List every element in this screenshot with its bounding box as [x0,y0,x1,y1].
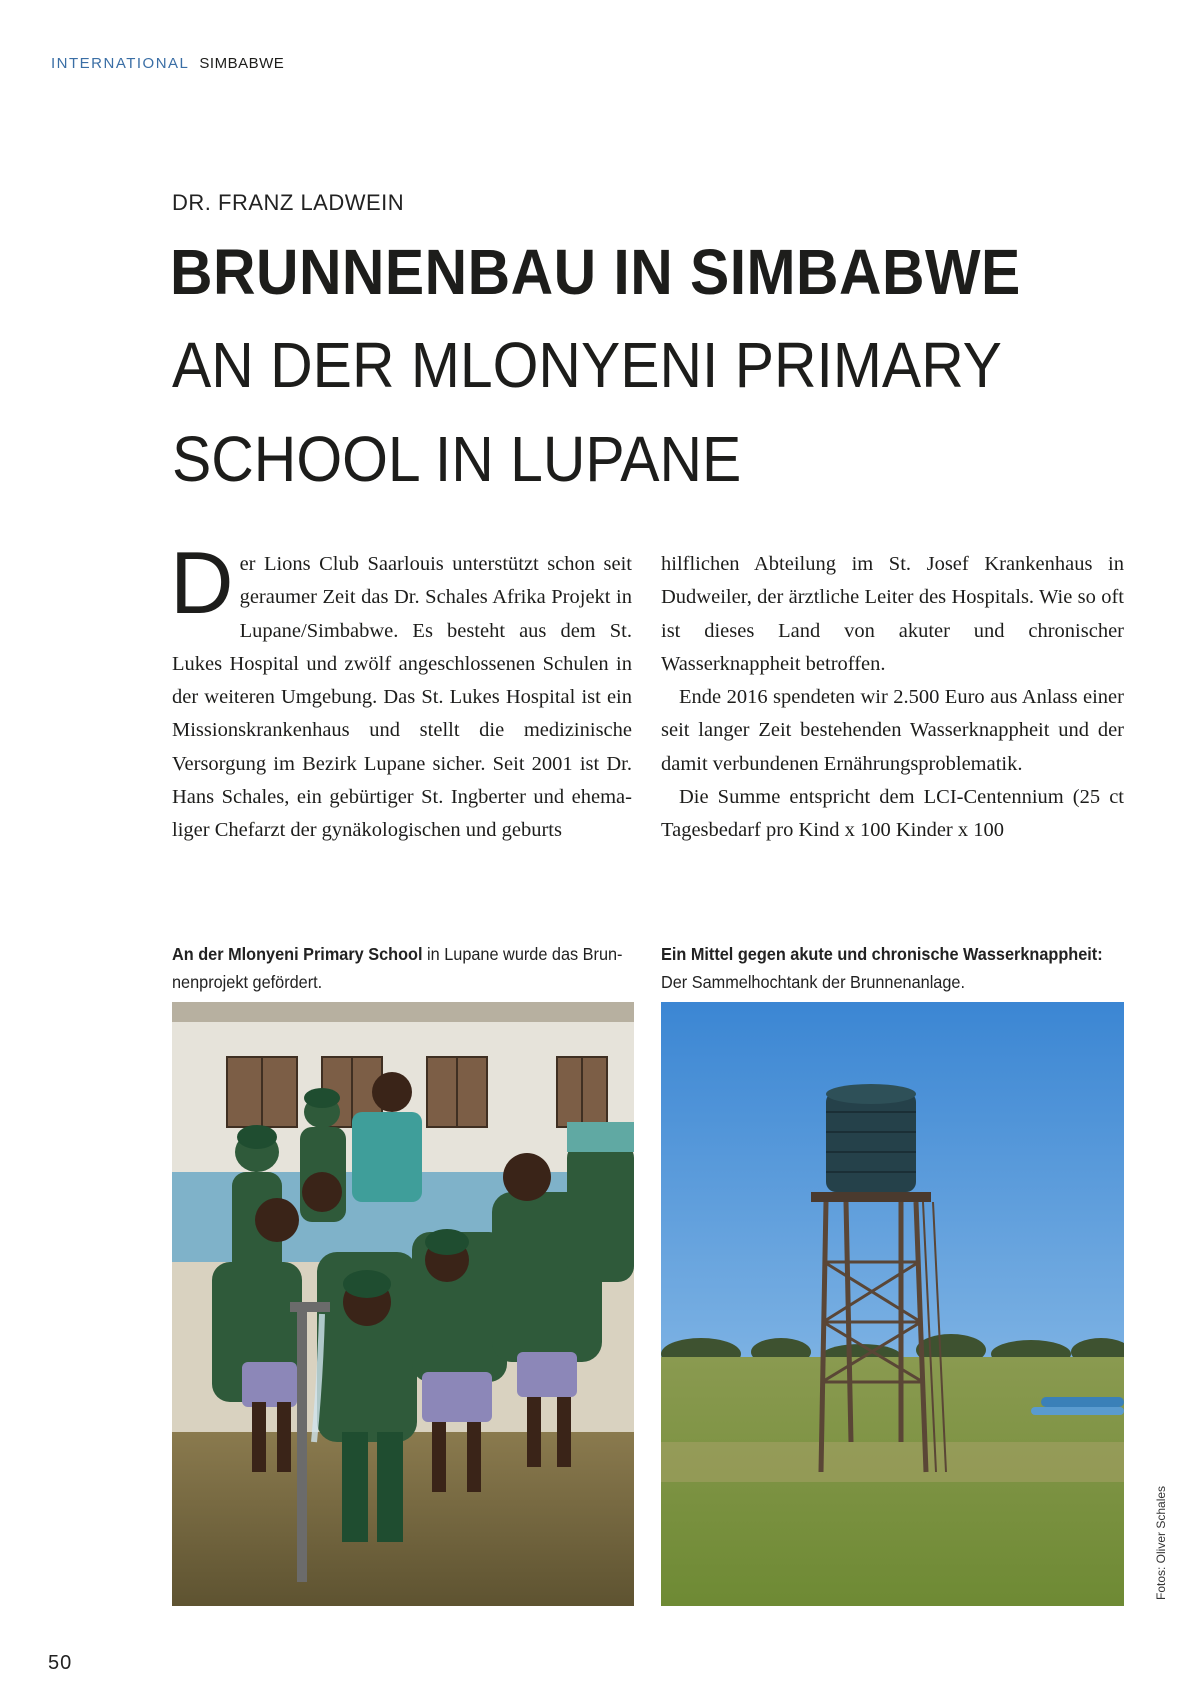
section-label: INTERNATIONAL [51,55,190,72]
caption-lead: An der Mlonyeni Primary School [172,944,423,964]
caption-text: Der Sammelhochtank der Brunnenanlage. [661,972,965,992]
body-paragraph [170,533,632,848]
body-paragraph: hilflichen Abteilung im St. Josef Krankenhaus in Dudweiler, der ärztliche Leiter des Hospitals. Wie so oft ist dieses Land von akuter und chronischer Wasserknappheit betroffen. [661,553,1124,675]
caption-text: in Lupane wurde das Brunnenprojekt gefördert. [172,944,623,992]
topic-label: SIMBABWE [199,55,285,72]
body-column-left [170,533,632,848]
paragraph-text: er Lions Club Saarlouis unterstützt schon seit geraumer Zeit das Dr. Schales Afrika Projekt in Lupane/Simbabwe. Es besteht aus dem St. Lukes Hospital und zwölf angeschlossenen Schulen in der weiteren Umgebung. Das St. Lukes Hospital ist ein Missionskrankenhaus und stellt die medizinische Versorgung im Bezirk Lupane sicher. Seit 2001 ist Dr. Hans Schales, ein gebürtiger St. Ingberter und ehemaliger Chefarzt der gynäkologischen und geburts [172,553,632,842]
body-paragraph: Die Summe entspricht dem LCI-Centennium (25 ct Tagesbedarf pro Kind x 100 Kinder x 100 [661,786,1124,842]
page-number: 50 [48,1652,73,1674]
body-column-right [661,548,1124,848]
subheadline-line-2: SCHOOL IN LUPANE [172,423,742,495]
caption-lead: Ein Mittel gegen akute und chronische Wasserknappheit: [661,944,1103,964]
body-paragraph: Ende 2016 spendeten wir 2.500 Euro aus Anlass einer seit langer Zeit bestehenden Wasserknappheit und der damit verbundenen Ernährungsproblematik. [661,686,1124,775]
photo-schoolchildren [172,1002,634,1606]
subheadline-line-1: AN DER MLONYENI PRIMARY [172,329,1002,401]
photo-caption-left [172,940,637,996]
article-headline: BRUNNENBAU IN SIMBABWE [170,236,1021,308]
article-author: DR. FRANZ LADWEIN [172,190,405,215]
photo-water-tower [661,1002,1124,1606]
article-subheadline [172,318,1055,506]
dropcap: D [170,533,234,632]
photo-caption-right [661,940,1126,996]
running-head [51,55,284,72]
photo-credit: Fotos: Oliver Schales [1154,1485,1168,1600]
